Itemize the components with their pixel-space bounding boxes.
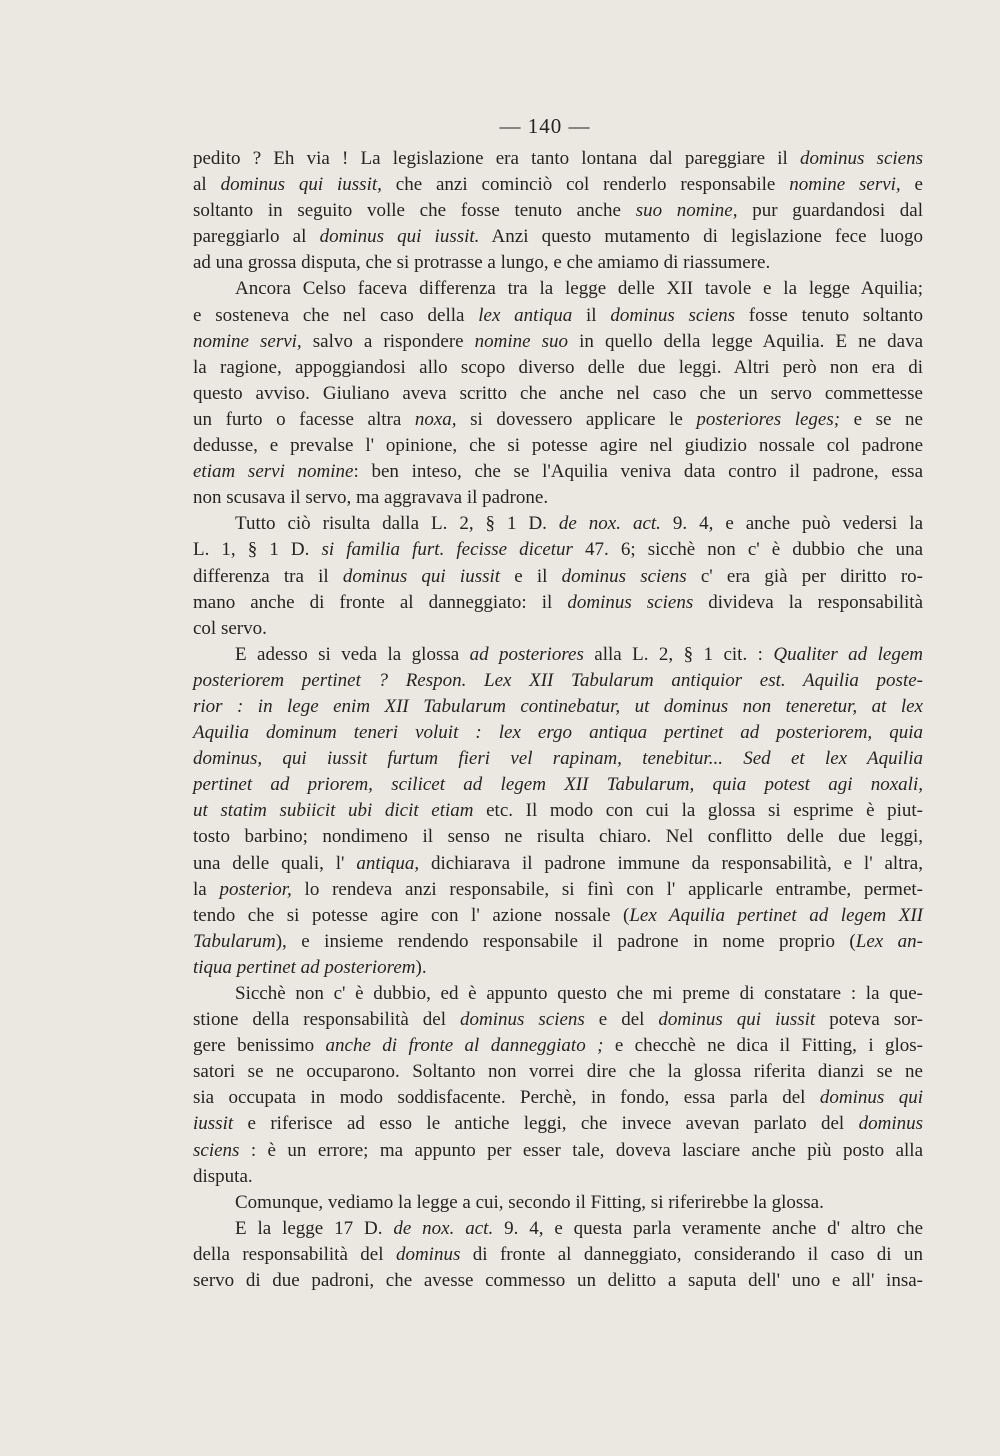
text-line: ut statim subiicit ubi dicit etiam etc. Il modo con cui la glossa si esprime è piut- [193, 800, 923, 822]
text-line: un furto o facesse altra noxa, si dovessero applicare le posteriores leges; e se ne [193, 408, 923, 430]
text-line: Sicchè non c' è dubbio, ed è appunto questo che mi preme di constatare : la que- [235, 983, 923, 1004]
text-line: L. 1, § 1 D. si familia furt. fecisse dicetur 47. 6; sicchè non c' è dubbio che una [193, 539, 924, 561]
text-line: satori se ne occuparono. Soltanto non vorrei dire che la glossa riferita dianzi se ne [193, 1061, 923, 1083]
text-line: Ancora Celso faceva differenza tra la legge delle XII tavole e la legge Aquilia; [235, 278, 923, 300]
page-number: — 140 — [499, 114, 591, 138]
text-line: ad una grossa disputa, che si protrasse a lungo, e che amiamo di riassumere. [193, 252, 771, 274]
text-line: sciens : è un errore; ma appunto per esser tale, doveva lasciare anche più posto alla [193, 1139, 923, 1161]
text-line: Tutto ciò risulta dalla L. 2, § 1 D. de nox. act. 9. 4, e anche può vedersi la [235, 513, 924, 535]
text-line: Aquilia dominum teneri voluit : lex ergo antiqua pertinet ad posteriorem, quia [193, 722, 923, 744]
text-line: posteriorem pertinet ? Respon. Lex XII Tabularum antiquior est. Aquilia poste- [193, 669, 923, 691]
text-line: Tabularum), e insieme rendendo responsabile il padrone in nome proprio (Lex an- [193, 930, 924, 952]
text-line: una delle quali, l' antiqua, dichiarava il padrone immune da responsabilità, e l' altra, [193, 852, 923, 874]
text-line: differenza tra il dominus qui iussit e il dominus sciens c' era già per diritto ro- [193, 565, 923, 587]
text-line: E adesso si veda la glossa ad posteriores alla L. 2, § 1 cit. : Qualiter ad legem [235, 643, 923, 665]
text-line: gere benissimo anche di fronte al danneggiato ; e checchè ne dica il Fitting, i glos- [193, 1035, 923, 1057]
text-line: soltanto in seguito volle che fosse tenuto anche suo nomine, pur guardandosi dal [193, 200, 924, 222]
text-line: questo avviso. Giuliano aveva scritto che anche nel caso che un servo commettesse [193, 382, 923, 404]
text-line: servo di due padroni, che avesse commesso un delitto a saputa dell' uno e all' insa- [193, 1270, 923, 1292]
text-line: rior : in lege enim XII Tabularum continebatur, ut dominus non teneretur, at lex [193, 695, 923, 717]
text-line: sia occupata in modo soddisfacente. Perchè, in fondo, essa parla del dominus qui [193, 1087, 923, 1109]
text-line: pertinet ad priorem, scilicet ad legem XII Tabularum, quia potest agi noxali, [193, 774, 923, 796]
text-line: tosto barbino; nondimeno il senso ne risulta chiaro. Nel conflitto delle due leggi, [193, 826, 923, 848]
text-line: tiqua pertinet ad posteriorem). [193, 956, 427, 978]
text-line: dedusse, e prevalse l' opinione, che si potesse agire nel giudizio nossale col padrone [193, 435, 923, 457]
text-line: tendo che si potesse agire con l' azione nossale (Lex Aquilia pertinet ad legem XII [193, 904, 923, 926]
text-line: disputa. [193, 1165, 253, 1187]
text-line: la posterior, lo rendeva anzi responsabile, si finì con l' applicarle entrambe, permet- [193, 878, 923, 900]
text-line: etiam servi nomine: ben inteso, che se l'Aquilia veniva data contro il padrone, essa [193, 461, 924, 483]
body-text [193, 146, 923, 1294]
text-line: non scusava il servo, ma aggravava il padrone. [193, 487, 549, 509]
text-line: nomine servi, salvo a rispondere nomine suo in quello della legge Aquilia. E ne dava [193, 330, 923, 352]
text-line: stione della responsabilità del dominus sciens e del dominus qui iussit poteva sor- [193, 1009, 923, 1031]
text-line: dominus, qui iussit furtum fieri vel rapinam, tenebitur... Sed et lex Aquilia [193, 748, 923, 770]
text-line: mano anche di fronte al danneggiato: il dominus sciens divideva la responsabilità [193, 591, 924, 613]
text-line: E la legge 17 D. de nox. act. 9. 4, e questa parla veramente anche d' altro che [235, 1217, 924, 1239]
text-line: iussit e riferisce ad esso le antiche leggi, che invece avevan parlato del dominus [193, 1113, 923, 1135]
text-line: la ragione, appoggiandosi allo scopo diverso delle due leggi. Altri però non era di [193, 356, 923, 378]
text-line: Comunque, vediamo la legge a cui, secondo il Fitting, si riferirebbe la glossa. [235, 1191, 824, 1213]
text-line: col servo. [193, 617, 267, 639]
text-line: della responsabilità del dominus di fronte al danneggiato, considerando il caso di un [193, 1243, 923, 1265]
text-line: al dominus qui iussit, che anzi cominciò col renderlo responsabile nomine servi, e [193, 174, 923, 196]
text-line: pedito ? Eh via ! La legislazione era tanto lontana dal pareggiare il dominus sciens [193, 148, 923, 169]
text-line: e sosteneva che nel caso della lex antiqua il dominus sciens fosse tenuto soltanto [193, 304, 924, 326]
text-line: pareggiarlo al dominus qui iussit. Anzi questo mutamento di legislazione fece luogo [193, 226, 923, 248]
